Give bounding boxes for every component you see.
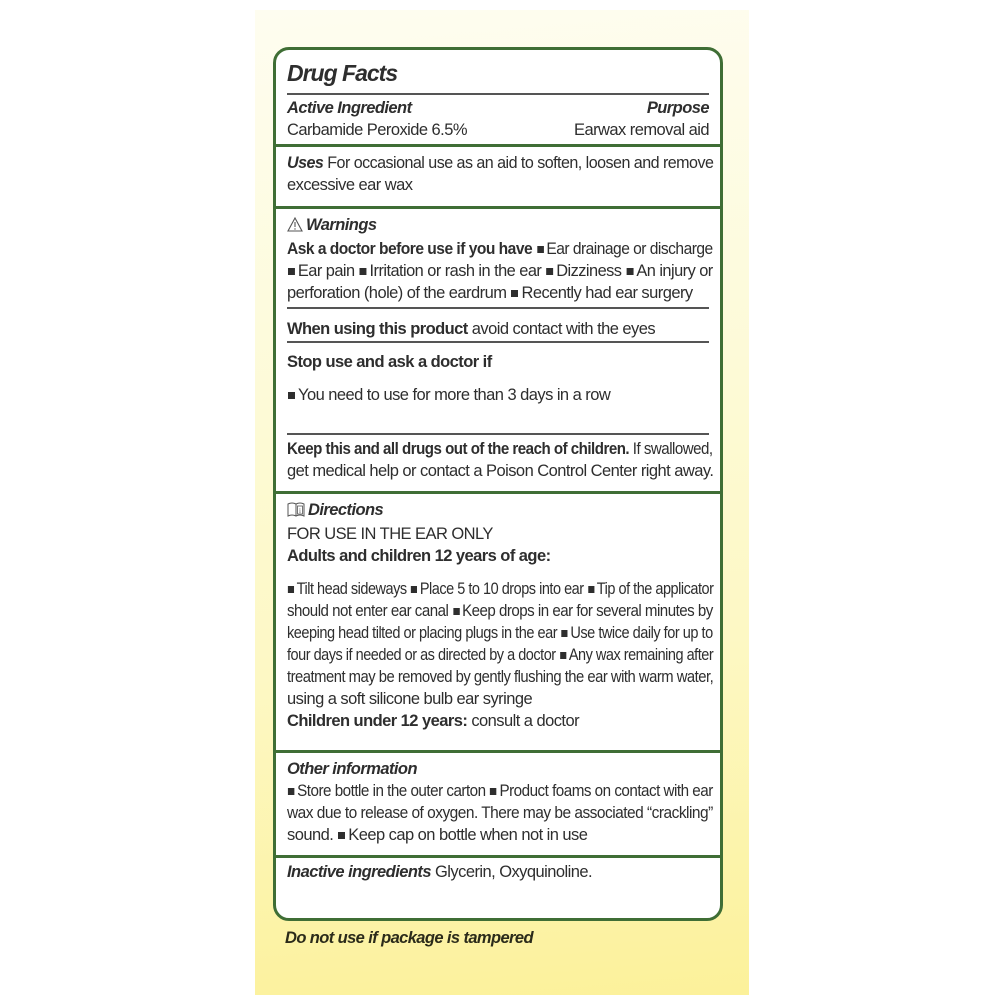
direction-item: treatment may be removed by gently flushing the ear with warm water, xyxy=(287,668,714,686)
inactive-ingredients-text: Glycerin, Oxyquinoline. xyxy=(435,863,593,881)
divider xyxy=(287,341,709,343)
divider xyxy=(287,93,709,95)
keep-away-lead: Keep this and all drugs out of the reach of children. xyxy=(287,440,630,458)
stop-use-section xyxy=(276,351,720,406)
adults-heading: Adults and children 12 years of age: xyxy=(287,547,551,565)
purpose-heading: Purpose xyxy=(646,99,709,117)
direction-item: keeping head tilted or placing plugs in the ear xyxy=(287,624,558,642)
warnings-heading: Warnings xyxy=(306,216,377,234)
drug-facts-title: Drug Facts xyxy=(287,60,398,86)
bullet-icon xyxy=(626,268,633,275)
info-book-icon xyxy=(287,501,305,523)
warning-item: Recently had ear surgery xyxy=(521,284,693,302)
keep-away-section xyxy=(276,438,720,482)
direction-item: using a soft silicone bulb ear syringe xyxy=(287,690,533,708)
bullet-icon xyxy=(411,586,417,593)
direction-item: Any wax remaining after xyxy=(568,646,714,664)
other-info-item: wax due to release of oxygen. There may be associated “crackling” xyxy=(287,804,713,822)
uses-section xyxy=(276,144,720,196)
other-information-heading: Other information xyxy=(287,760,417,778)
bullet-icon xyxy=(338,832,345,839)
svg-text:i: i xyxy=(299,507,301,515)
ear-only-note: FOR USE IN THE EAR ONLY xyxy=(287,525,493,543)
ask-doctor-lead: Ask a doctor before use if you have xyxy=(287,240,533,258)
bullet-icon xyxy=(288,788,294,795)
warning-item: An injury or xyxy=(636,262,713,280)
direction-item: Place 5 to 10 drops into ear xyxy=(419,580,584,598)
warning-triangle-icon xyxy=(287,216,303,238)
other-info-item: Product foams on contact with ear xyxy=(499,782,713,800)
drug-facts-label xyxy=(273,47,723,921)
bullet-icon xyxy=(453,608,459,615)
direction-item: Keep drops in ear for several minutes by xyxy=(462,602,713,620)
bullet-icon xyxy=(288,586,294,593)
bullet-icon xyxy=(360,268,367,275)
stop-use-lead: Stop use and ask a doctor if xyxy=(287,353,492,371)
children-text: consult a doctor xyxy=(471,712,580,730)
when-using-section xyxy=(276,318,720,340)
warning-item: Irritation or rash in the ear xyxy=(369,262,542,280)
warning-item: Ear drainage or discharge xyxy=(546,240,713,258)
bullet-icon xyxy=(511,290,518,297)
divider xyxy=(287,307,709,309)
bullet-icon xyxy=(288,392,295,399)
drug-facts-header xyxy=(276,58,720,88)
bullet-icon xyxy=(288,268,295,275)
other-info-item: Store bottle in the outer carton xyxy=(297,782,486,800)
direction-item: four days if needed or as directed by a doctor xyxy=(287,646,556,664)
directions-section xyxy=(276,491,720,732)
active-ingredient-section xyxy=(276,97,720,141)
children-lead: Children under 12 years: xyxy=(287,712,468,730)
tamper-notice: Do not use if package is tampered xyxy=(285,929,533,947)
bullet-icon xyxy=(588,586,594,593)
when-using-lead: When using this product xyxy=(287,320,468,338)
when-using-text: avoid contact with the eyes xyxy=(471,320,656,338)
other-info-item: Keep cap on bottle when not in use xyxy=(348,826,588,844)
warning-item: perforation (hole) of the eardrum xyxy=(287,284,507,302)
divider xyxy=(287,433,709,435)
other-info-item: sound. xyxy=(287,826,334,844)
direction-item: should not enter ear canal xyxy=(287,602,449,620)
direction-item: Tip of the applicator xyxy=(596,580,714,598)
other-information-section xyxy=(276,750,720,846)
keep-away-text: If swallowed, xyxy=(632,440,713,458)
uses-text-1: For occasional use as an aid to soften, loosen and remove xyxy=(327,154,714,172)
inactive-ingredients-heading: Inactive ingredients xyxy=(287,863,431,881)
uses-text-2: excessive ear wax xyxy=(287,176,413,194)
bullet-icon xyxy=(546,268,553,275)
bullet-icon xyxy=(562,630,568,637)
directions-heading: Directions xyxy=(308,501,384,519)
warning-item: Dizziness xyxy=(556,262,622,280)
bullet-icon xyxy=(490,788,496,795)
warnings-section xyxy=(276,206,720,304)
stop-use-item: You need to use for more than 3 days in a row xyxy=(298,386,611,404)
inactive-ingredients-section xyxy=(276,855,720,883)
warning-item: Ear pain xyxy=(297,262,355,280)
active-ingredient-heading: Active Ingredient xyxy=(287,99,412,117)
uses-heading: Uses xyxy=(287,154,324,172)
direction-item: Tilt head sideways xyxy=(296,580,407,598)
bullet-icon xyxy=(537,246,544,253)
bullet-icon xyxy=(560,652,566,659)
active-ingredient-name: Carbamide Peroxide 6.5% xyxy=(287,121,467,139)
active-ingredient-purpose: Earwax removal aid xyxy=(574,121,709,139)
keep-away-text-2: get medical help or contact a Poison Control Center right away. xyxy=(287,462,714,480)
direction-item: Use twice daily for up to xyxy=(570,624,713,642)
